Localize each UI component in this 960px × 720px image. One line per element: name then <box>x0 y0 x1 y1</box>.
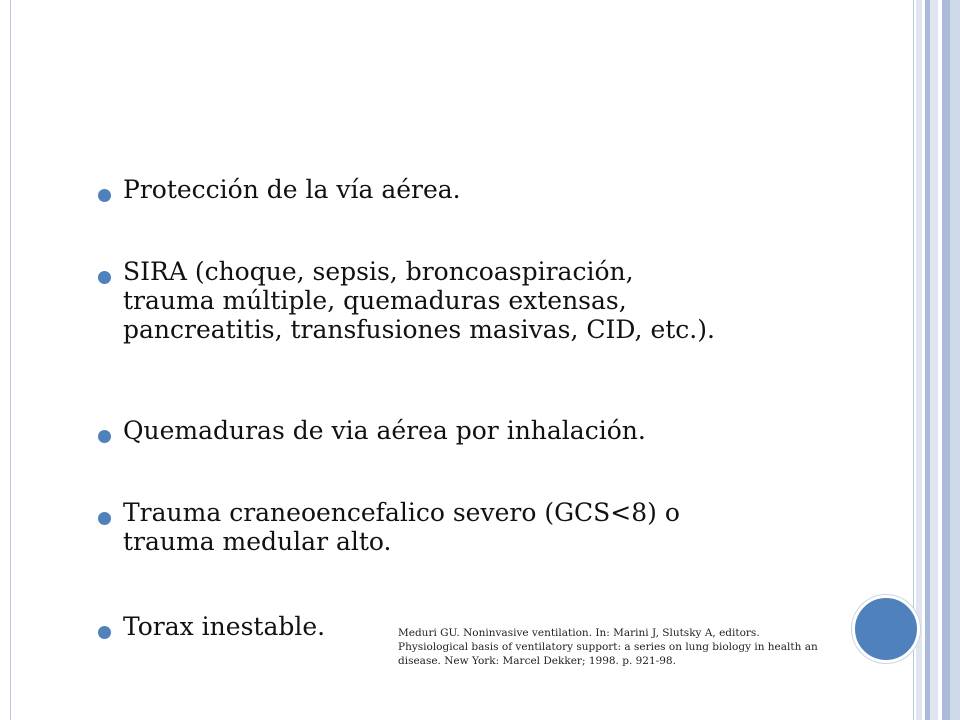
bullet-dot-icon <box>98 512 111 525</box>
bullet-dot-icon <box>98 430 111 443</box>
bullet-text: Protección de la vía aérea. <box>123 175 461 204</box>
reference-citation: Meduri GU. Noninvasive ventilation. In: Marini J, Slutsky A, editors. Physiological basis of ventilatory support: a series on lung biology in health an disease. New York: Marcel Dekker; 1998. p. 921-98. <box>398 627 818 667</box>
decorative-circle <box>852 595 920 663</box>
bullet-text: Trauma craneoencefalico severo (GCS<8) o trauma medular alto. <box>123 498 680 556</box>
bullet-text: Torax inestable. <box>123 612 326 641</box>
bullet-text: Quemaduras de via aérea por inhalación. <box>123 416 646 445</box>
bullet-dot-icon <box>98 626 111 639</box>
bullet-dot-icon <box>98 189 111 202</box>
bullet-text: SIRA (choque, sepsis, broncoaspiración, trauma múltiple, quemaduras extensas, pancreatitis, transfusiones masivas, CID, etc.). <box>123 257 715 344</box>
bullet-dot-icon <box>98 271 111 284</box>
decorative-stripe <box>930 0 938 720</box>
decorative-stripe <box>942 0 950 720</box>
decorative-stripe <box>950 0 960 720</box>
